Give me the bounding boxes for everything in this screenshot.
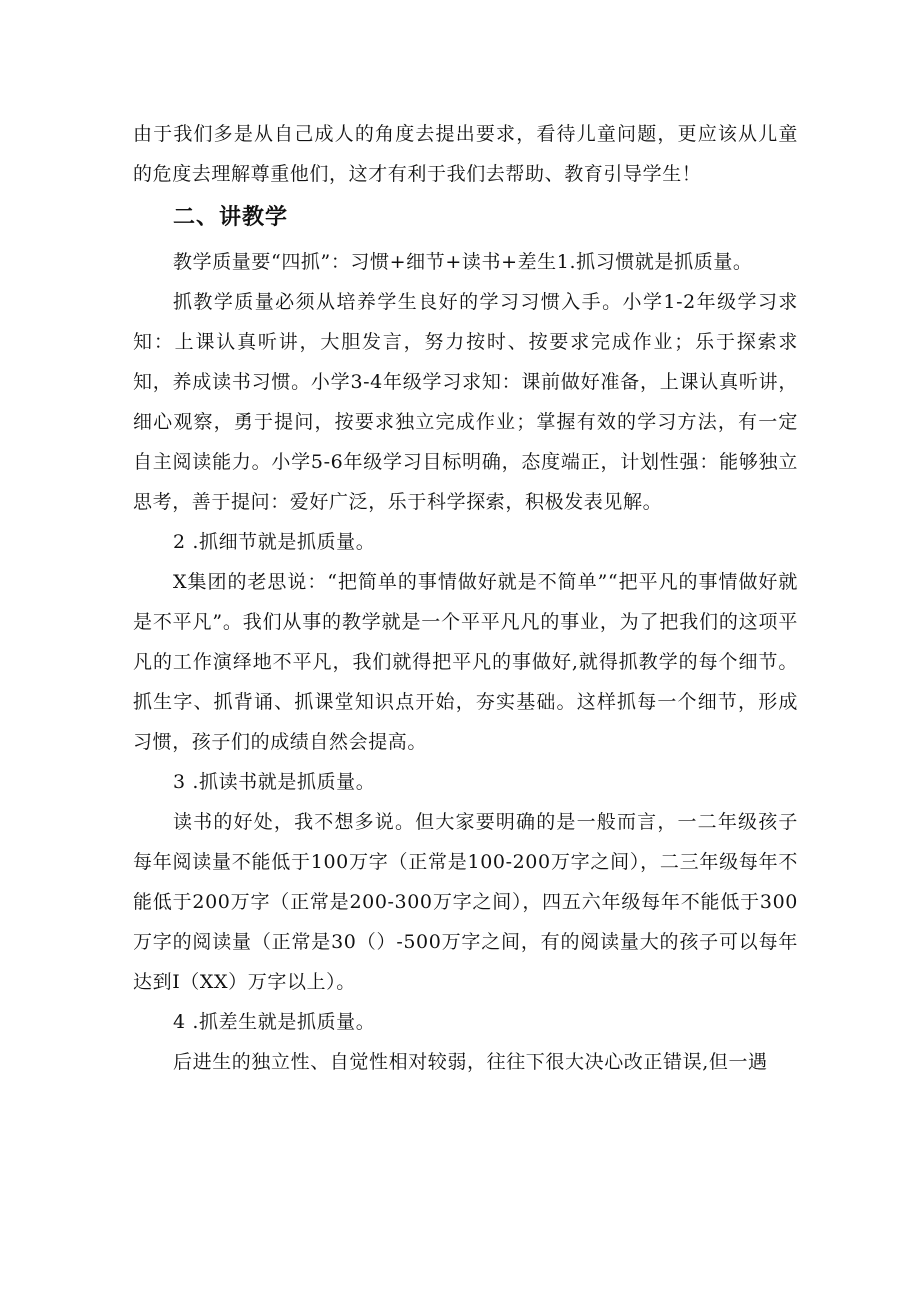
section-heading-teaching: 二、讲教学 bbox=[173, 205, 289, 230]
subheading-details: 2 .抓细节就是抓质量。 bbox=[173, 531, 376, 553]
paragraph-weak-students: 后进生的独立性、自觉性相对较弱，往往下很大决心改正错误,但一遇 bbox=[173, 1051, 768, 1073]
subheading-reading: 3 .抓读书就是抓质量。 bbox=[173, 771, 376, 793]
document-body bbox=[133, 114, 798, 1082]
subheading-weak-students: 4 .抓差生就是抓质量。 bbox=[173, 1011, 376, 1033]
paragraph-four-grasps: 教学质量要“四抓”：习惯+细节+读书+差生1.抓习惯就是抓质量。 bbox=[173, 251, 753, 273]
paragraph-details: X集团的老思说：“把简单的事情做好就是不简单”“把平凡的事情做好就是不平凡”。我们从事的教学就是一个平平凡凡的事业，为了把我们的这项平凡的工作演绎地不平凡，我们就得把平凡的事做好,就得抓教学的每个细节。抓生字、抓背诵、抓课堂知识点开始，夯实基础。这样抓每一个细节，形成习惯，孩子们的成绩自然会提高。 bbox=[133, 571, 798, 753]
paragraph-habits: 抓教学质量必须从培养学生良好的学习习惯入手。小学1-2年级学习求知：上课认真听讲，大胆发言，努力按时、按要求完成作业；乐于探索求知，养成读书习惯。小学3-4年级学习求知：课前做好准备，上课认真听讲，细心观察，勇于提问，按要求独立完成作业；掌握有效的学习方法，有一定自主阅读能力。小学5-6年级学习目标明确，态度端正，计划性强：能够独立思考，善于提问：爱好广泛，乐于科学探索，积极发表见解。 bbox=[133, 291, 798, 513]
paragraph-reading: 读书的好处，我不想多说。但大家要明确的是一般而言，一二年级孩子每年阅读量不能低于100万字（正常是100-200万字之间），二三年级每年不能低于200万字（正常是200-300万字之间），四五六年级每年不能低于300万字的阅读量（正常是30（）-500万字之间，有的阅读量大的孩子可以每年达到I（XX）万字以上）。 bbox=[133, 811, 798, 993]
paragraph-intro: 由于我们多是从自己成人的角度去提出要求，看待儿童问题，更应该从儿童的危度去理解尊重他们，这才有利于我们去帮助、教育引导学生！ bbox=[133, 123, 798, 185]
